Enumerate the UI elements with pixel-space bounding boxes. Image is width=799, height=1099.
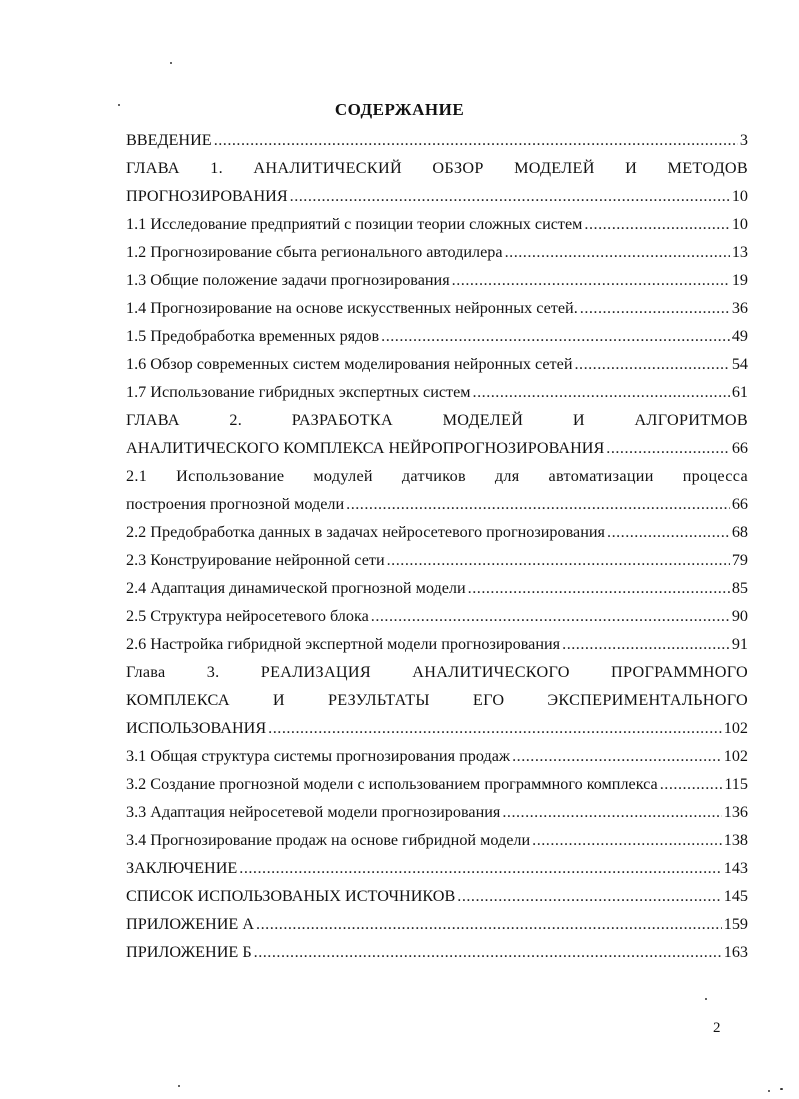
leader-dots [584,210,729,238]
toc-entry-3-1[interactable] [126,742,748,770]
toc-entry-page: 90 [731,607,748,625]
toc-entry-page: 66 [731,495,748,513]
toc-entry-sources[interactable] [126,882,748,910]
word: РЕЗУЛЬТАТЫ [327,691,430,709]
word: 3. [206,663,220,681]
leader-dots [502,798,721,826]
leader-dots [580,294,730,322]
word: 1. [210,159,223,177]
toc-entry-text: 1.2 Прогнозирование сбыта регионального автодилера [126,243,503,261]
toc-entry-page: 85 [731,579,748,597]
word: 2. [229,411,243,429]
word: ЭКСПЕРИМЕНТАЛЬНОГО [547,691,748,709]
toc-entry-appendix-b[interactable] [126,938,748,966]
leader-dots [387,546,730,574]
word: 2.1 [126,467,148,485]
toc-entry-1-7[interactable] [126,378,748,406]
leader-dots [505,238,730,266]
toc-entry-text: 1.4 Прогнозирование на основе искусственных нейронных сетей. [126,299,578,317]
toc-entry-chapter-2[interactable] [126,434,748,462]
toc-chapter-1-heading[interactable] [126,154,748,182]
toc-entry-2-2[interactable] [126,518,748,546]
toc-entry-text: 2.2 Предобработка данных в задачах нейросетевого прогнозирования [126,523,606,541]
word: АЛГОРИТМОВ [634,411,748,429]
word: ГЛАВА [126,411,180,429]
toc-entry-text: 1.6 Обзор современных систем моделирования нейронных сетей [126,355,573,373]
toc-entry-conclusion[interactable] [126,854,748,882]
word: АНАЛИТИЧЕСКИЙ [253,159,402,177]
toc-entry-page: 115 [724,775,748,793]
toc-entry-page: 138 [723,831,748,849]
toc-entry-page: 10 [731,187,748,205]
toc-entry-page: 79 [731,551,748,569]
toc-entry-3-4[interactable] [126,826,748,854]
toc-entry-page: 3 [739,131,748,149]
word: автоматизации [548,467,654,485]
word: модулей [313,467,373,485]
toc-entry-text: 2.4 Адаптация динамической прогнозной модели [126,579,466,597]
toc-entry-page: 61 [731,383,748,401]
leader-dots [256,910,722,938]
toc-entry-page: 36 [731,299,748,317]
leader-dots [606,434,730,462]
toc-entry-text: ИСПОЛЬЗОВАНИЯ [126,719,267,737]
leader-dots [607,518,730,546]
toc-entry-2-5[interactable] [126,602,748,630]
leader-dots [214,126,738,154]
page-number: 2 [713,1020,721,1036]
leader-dots [473,378,730,406]
word: для [494,467,520,485]
leader-dots [452,266,730,294]
toc-entry-page: 143 [723,859,748,877]
toc-entry-page: 91 [731,635,748,653]
toc-entry-text: ВВЕДЕНИЕ [126,131,212,149]
toc-chapter-3-heading-line-2[interactable] [126,686,748,714]
word: МОДЕЛЕЙ [442,411,524,429]
toc-entry-1-4[interactable] [126,294,748,322]
toc-entry-text: 1.3 Общие положение задачи прогнозирования [126,271,450,289]
toc-entry-2-4[interactable] [126,574,748,602]
toc-entry-text: ПРОГНОЗИРОВАНИЯ [126,187,288,205]
toc-entry-2-3[interactable] [126,546,748,574]
toc-entry-text: 3.1 Общая структура системы прогнозирования продаж [126,747,511,765]
toc-entry-1-3[interactable] [126,266,748,294]
leader-dots [532,826,722,854]
word: РЕАЛИЗАЦИЯ [260,663,372,681]
word: датчиков [401,467,466,485]
leader-dots [468,574,730,602]
toc-section-2-1-heading[interactable] [126,462,748,490]
toc-entry-2-1[interactable] [126,490,748,518]
toc-entry-3-3[interactable] [126,798,748,826]
toc-entry-page: 13 [731,243,748,261]
toc-entry-page: 102 [723,747,748,765]
toc-entry-text: АНАЛИТИЧЕСКОГО КОМПЛЕКСА НЕЙРОПРОГНОЗИРОВАНИЯ [126,439,605,457]
toc-entry-1-6[interactable] [126,350,748,378]
scan-speck [780,1088,783,1090]
word: И [272,691,285,709]
toc-entry-2-6[interactable] [126,630,748,658]
word: И [572,411,585,429]
leader-dots [574,350,729,378]
toc-entry-page: 102 [723,719,748,737]
toc-entry-page: 54 [731,355,748,373]
toc-entry-text: 1.5 Предобработка временных рядов [126,327,380,345]
toc-entry-1-2[interactable] [126,238,748,266]
leader-dots [371,602,730,630]
toc-entry-page: 19 [731,271,748,289]
toc-entry-page: 49 [731,327,748,345]
toc-entry-text: ПРИЛОЖЕНИЕ А [126,915,255,933]
leader-dots [457,882,721,910]
word: АНАЛИТИЧЕСКОГО [412,663,570,681]
toc-entry-text: СПИСОК ИСПОЛЬЗОВАНЫХ ИСТОЧНИКОВ [126,887,456,905]
word: процесса [682,467,748,485]
toc-title: СОДЕРЖАНИЕ [334,100,465,119]
toc-entry-text: 3.4 Прогнозирование продаж на основе гибридной модели [126,831,531,849]
toc-entry-appendix-a[interactable] [126,910,748,938]
toc-entry-page: 145 [723,887,748,905]
toc-entry-3-2[interactable] [126,770,748,798]
scan-speck [705,998,707,1000]
leader-dots [268,714,722,742]
word: МОДЕЛЕЙ [514,159,595,177]
word: Использование [176,467,285,485]
toc-entry-text: ЗАКЛЮЧЕНИЕ [126,859,238,877]
leader-dots [660,770,723,798]
toc-entry-text: 1.1 Исследование предприятий с позиции теории сложных систем [126,215,583,233]
toc-entry-chapter-3[interactable] [126,714,748,742]
toc-entry-page: 136 [723,803,748,821]
toc-entry-text: построения прогнозной модели [126,495,345,513]
scan-speck [170,62,172,64]
table-of-contents [126,126,748,966]
toc-entry-chapter-1[interactable] [126,182,748,210]
toc-entry-text: 3.2 Создание прогнозной модели с использованием программного комплекса [126,775,658,793]
toc-entry-text: 3.3 Адаптация нейросетевой модели прогнозирования [126,803,501,821]
leader-dots [290,182,730,210]
toc-entry-text: 2.5 Структура нейросетевого блока [126,607,369,625]
word: ГЛАВА [126,159,180,177]
word: Глава [126,663,166,681]
toc-entry-intro[interactable] [126,126,748,154]
leader-dots [239,854,721,882]
leader-dots [562,630,730,658]
scan-speck [178,1085,180,1087]
toc-entry-text: 2.3 Конструирование нейронной сети [126,551,385,569]
toc-entry-text: 1.7 Использование гибридных экспертных систем [126,383,471,401]
toc-chapter-2-heading[interactable] [126,406,748,434]
word: РАЗРАБОТКА [291,411,393,429]
toc-chapter-3-heading-line-1[interactable] [126,658,748,686]
word: И [625,159,638,177]
leader-dots [512,742,722,770]
toc-entry-page: 66 [731,439,748,457]
word: ЕГО [472,691,505,709]
leader-dots [381,322,730,350]
word: ПРОГРАММНОГО [610,663,748,681]
toc-entry-1-1[interactable] [126,210,748,238]
toc-entry-1-5[interactable] [126,322,748,350]
toc-entry-page: 68 [731,523,748,541]
leader-dots [346,490,730,518]
toc-entry-page: 163 [723,943,748,961]
scan-speck [768,1090,770,1092]
toc-entry-page: 10 [731,215,748,233]
word: КОМПЛЕКСА [126,691,230,709]
toc-entry-page: 159 [723,915,748,933]
leader-dots [254,938,722,966]
toc-entry-text: ПРИЛОЖЕНИЕ Б [126,943,252,961]
word: ОБЗОР [432,159,484,177]
toc-entry-text: 2.6 Настройка гибридной экспертной модели прогнозирования [126,635,561,653]
word: МЕТОДОВ [667,159,748,177]
